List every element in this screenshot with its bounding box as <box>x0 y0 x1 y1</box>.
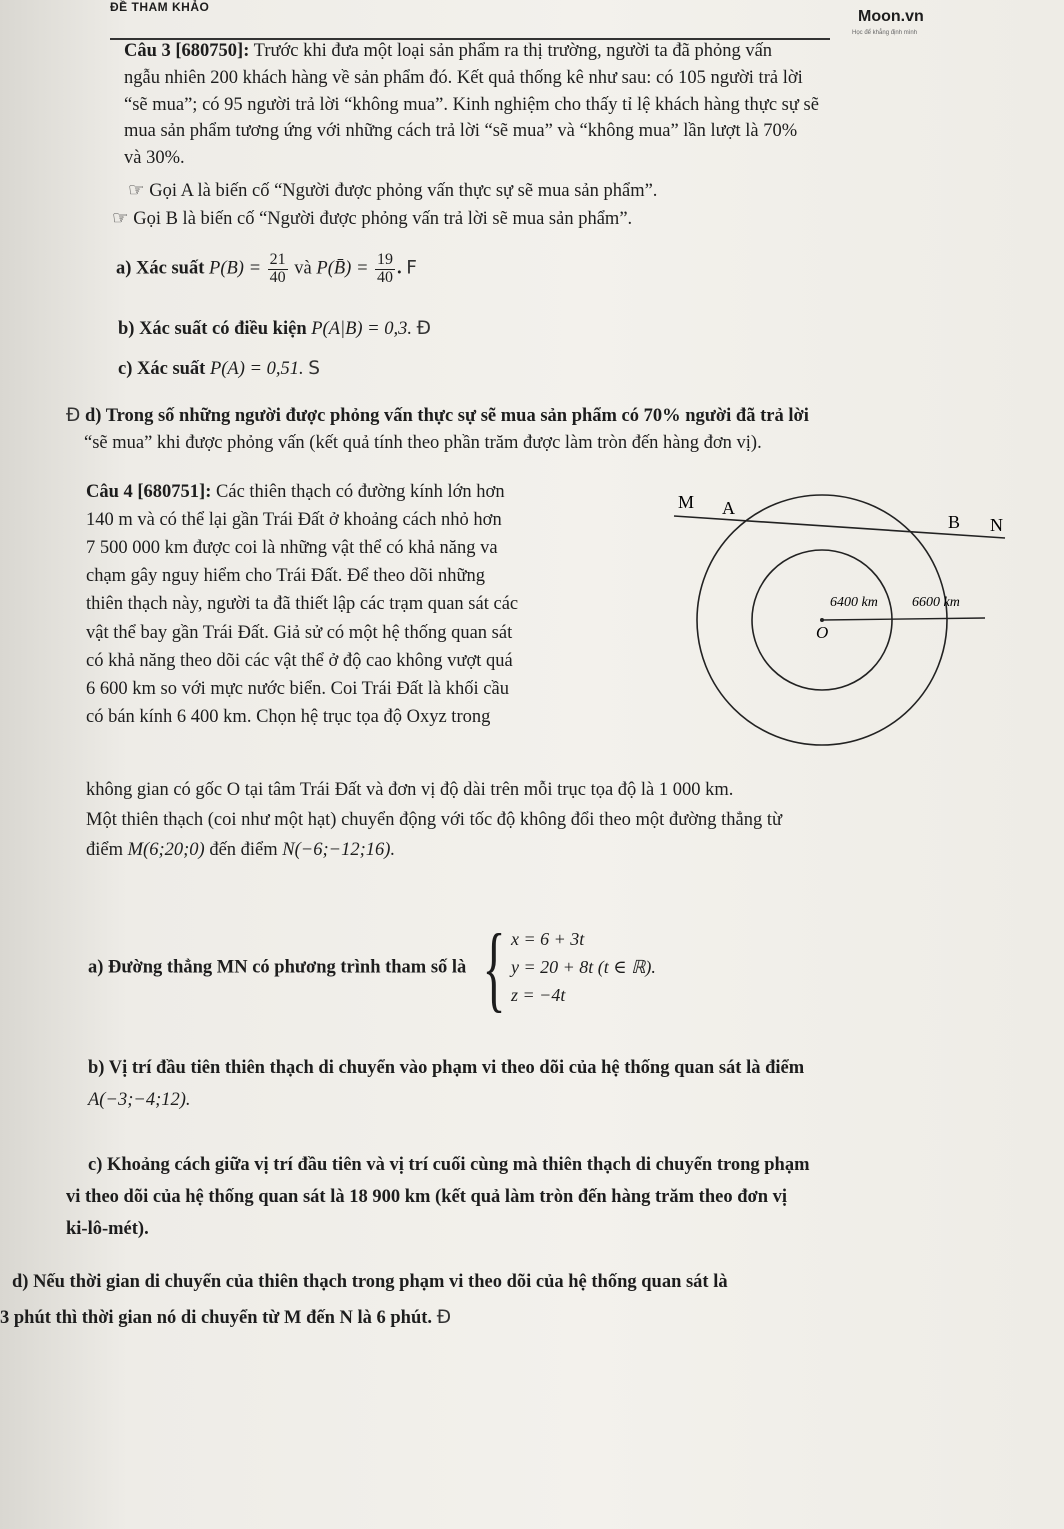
q3-line4: mua sản phẩm tương ứng với những cách trả lời “sẽ mua” và “không mua” lần lượt là 70% <box>124 121 798 142</box>
q3-statement-d: Đ d) Trong số những người được phỏng vấn thực sự sẽ mua sản phẩm có 70% người đã trả lời “sẽ mua” khi được phỏng vấn (kết quả tính theo phần trăm được làm tròn đến hàng đơn vị). <box>66 405 809 453</box>
handwritten-mark: F <box>406 257 417 279</box>
label-o: O <box>816 623 829 642</box>
label-b: B <box>948 512 961 532</box>
handwritten-mark: S <box>308 358 320 379</box>
label-r1: 6400 km <box>830 595 878 610</box>
label-r2: 6600 km <box>912 595 960 610</box>
q3-statement-c: c) Xác suất P(A) = 0,51. S <box>118 358 320 379</box>
q3-line3: “sẽ mua”; có 95 người trả lời “không mua”. Kinh nghiệm cho thấy tỉ lệ khách hàng thực sự sẽ <box>124 94 819 115</box>
handwritten-mark: Đ <box>416 318 432 339</box>
q3-bullet-b: ☞ Gọi B là biến cố “Người được phỏng vấn trả lời sẽ mua sản phẩm”. <box>112 209 633 229</box>
header-label: ĐỀ THAM KHẢO <box>110 0 210 14</box>
brand-tagline: Học để khẳng định mình <box>852 30 918 36</box>
label-n: N <box>990 515 1003 535</box>
handwritten-mark: Đ <box>66 405 81 426</box>
q3-title: Câu 3 [680750]: <box>124 41 250 61</box>
earth-diagram <box>660 486 1040 756</box>
hand-pointer-icon: ☞ <box>112 209 134 229</box>
q3-statement-a: a) Xác suất P(B) = $\frac{21}{40}$ và P(B̄) = $\frac{19}{40}$ . F <box>116 251 417 286</box>
center-point <box>820 618 824 622</box>
q3-bullet-a: ☞ Gọi A là biến cố “Người được phỏng vấn thực sự sẽ mua sản phẩm”. <box>128 181 658 201</box>
q3-line1: Trước khi đưa một loại sản phẩm ra thị trường, người ta đã phỏng vấn <box>249 41 773 61</box>
q3-line2: ngẫu nhiên 200 khách hàng về sản phẩm đó. Kết quả thống kê như sau: có 105 người trả lời <box>124 67 803 88</box>
handwritten-mark: Đ <box>436 1307 452 1329</box>
hand-pointer-icon: ☞ <box>128 181 150 201</box>
q3-statement-b: b) Xác suất có điều kiện P(A|B) = 0,3. Đ <box>118 318 432 339</box>
q4-statement-d: d) Nếu thời gian di chuyển của thiên thạch trong phạm vi theo dõi của hệ thống quan sát là 3 phút thì thời gian nó di chuyển từ M đến N là 6 phút. Đ <box>0 1272 728 1329</box>
brand-logo: Moon.vn <box>858 8 924 25</box>
label-a: A <box>722 498 735 518</box>
q4-title: Câu 4 [680751]: <box>86 482 212 502</box>
q3-intro <box>124 38 984 172</box>
radius-line <box>822 618 985 620</box>
q4-statement-c: c) Khoảng cách giữa vị trí đầu tiên và vị trí cuối cùng mà thiên thạch di chuyển trong phạm vi theo dõi của hệ thống quan sát là 18 900 km (kết quả làm tròn đến hàng trăm theo đơn vị ki-lô-mét). <box>66 1155 810 1239</box>
q3-line5: và 30%. <box>124 148 185 169</box>
q4-statement-a: a) Đường thẳng MN có phương trình tham số là { x = 6 + 3t y = 20 + 8t (t ∈ ℝ). z = −4t <box>88 914 656 1021</box>
q4-statement-b: b) Vị trí đầu tiên thiên thạch di chuyển vào phạm vi theo dõi của hệ thống quan sát là điểm A(−3;−4;12). <box>88 1058 805 1111</box>
label-m: M <box>678 492 695 512</box>
q4-intro: Câu 4 [680751]: Các thiên thạch có đường kính lớn hơn 140 m và có thể lại gần Trái Đất ở khoảng cách nhỏ hơn 7 500 000 km được coi là những vật thể có khả năng va chạm gây nguy hiểm cho Trái Đất. Để theo dõi những thiên thạch này, người ta đã thiết lập các trạm quan sát các vật thể bay gần Trái Đất. Giả sử có một hệ thống quan sát có khả năng theo dõi các vật thể ở độ cao không vượt quá 6 600 km so với mực nước biển. Coi Trái Đất là khối cầu có bán kính 6 400 km. Chọn hệ trục tọa độ Oxyz trong <box>86 482 519 727</box>
q4-body: không gian có gốc O tại tâm Trái Đất và đơn vị độ dài trên mỗi trục tọa độ là 1 000 km. Một thiên thạch (coi như một hạt) chuyển động với tốc độ không đổi theo một đường thẳng từ điểm M(6;20;0) đến điểm N(−6;−12;16). <box>86 780 783 860</box>
